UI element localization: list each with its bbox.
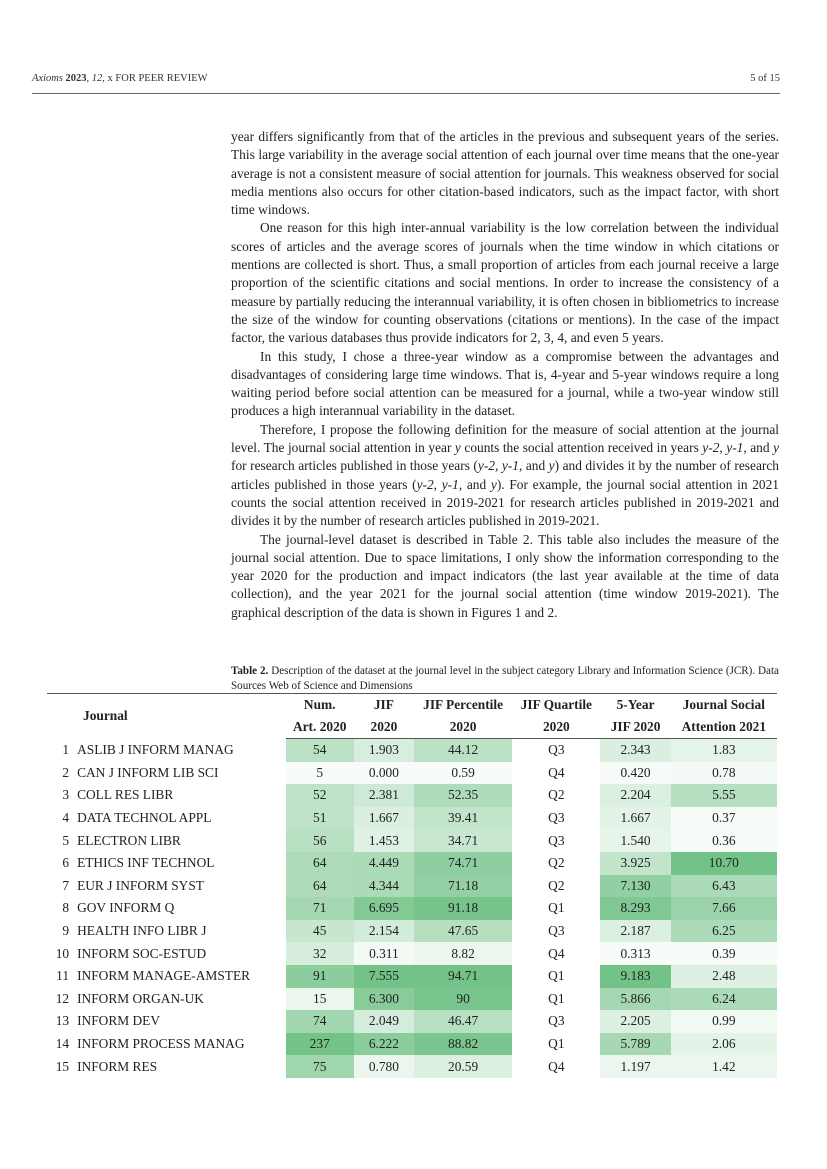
table-row bbox=[47, 852, 777, 875]
cell-jif5: 7.130 bbox=[600, 875, 670, 898]
table-row bbox=[47, 875, 777, 898]
cell-jif5: 8.293 bbox=[600, 897, 670, 920]
header-rule bbox=[32, 93, 780, 94]
col-header-jif-percentile: JIF Percentile bbox=[414, 694, 512, 717]
cell-social: 1.83 bbox=[671, 739, 777, 762]
col-header-5year-jif: 5-Year bbox=[600, 694, 670, 717]
cell-jif: 2.381 bbox=[354, 784, 414, 807]
cell-jif-q: Q3 bbox=[548, 1013, 565, 1029]
table-row bbox=[47, 965, 777, 988]
cell-jif-pct: 91.18 bbox=[414, 897, 512, 920]
cell-jif-pct: 44.12 bbox=[414, 739, 512, 762]
journal-year: 2023 bbox=[65, 73, 87, 84]
table-caption-label: Table 2. bbox=[231, 665, 269, 677]
cell-social: 6.43 bbox=[671, 875, 777, 898]
row-index: 12 bbox=[55, 990, 70, 1006]
cell-social: 6.25 bbox=[671, 920, 777, 943]
col-header-num-art: Num. bbox=[286, 694, 354, 717]
cell-jif-pct: 88.82 bbox=[414, 1033, 512, 1056]
table-row bbox=[47, 942, 777, 965]
paragraph: The journal-level dataset is described in Table 2. This table also includes the measure of the journal social attention. Due to space limitations, I only show the information corresponding to the year 2020 for the production and impact indicators (the last year available at the time of data collection), and the year 2021 for the journal social attention (time window 2019-2021). The graphical description of the data is shown in Figures 1 and 2. bbox=[231, 531, 779, 620]
cell-jif-q: Q1 bbox=[548, 1036, 565, 1052]
cell-jif5: 2.187 bbox=[600, 920, 670, 943]
cell-jif5: 1.540 bbox=[600, 829, 670, 852]
cell-social: 6.24 bbox=[671, 988, 777, 1011]
table-row bbox=[47, 1033, 777, 1056]
paragraph: In this study, I chose a three-year window as a compromise between the advantages and disadvantages of considering large time windows. That is, 4-year and 5-year windows require a long waiting period before social attention can be measured for a journal, while a two-year window still produces a high interannual variability in the dataset. bbox=[231, 348, 779, 419]
cell-jif-q: Q1 bbox=[548, 900, 565, 916]
cell-social: 5.55 bbox=[671, 784, 777, 807]
cell-jif-q: Q4 bbox=[548, 764, 565, 780]
running-header bbox=[32, 71, 780, 91]
row-index: 15 bbox=[55, 1058, 70, 1074]
cell-jif-pct: 47.65 bbox=[414, 920, 512, 943]
journal-table bbox=[47, 693, 777, 1078]
table-row bbox=[47, 762, 777, 785]
row-index: 4 bbox=[62, 810, 70, 826]
cell-jif-q: Q3 bbox=[548, 810, 565, 826]
cell-jif: 6.222 bbox=[354, 1033, 414, 1056]
col-subheader-jif-quartile: 2020 bbox=[512, 716, 600, 739]
journal-name-cell: GOV INFORM Q bbox=[77, 900, 175, 916]
page-number: 5 of 15 bbox=[750, 73, 780, 84]
cell-num-art: 5 bbox=[286, 762, 354, 785]
cell-jif-pct: 52.35 bbox=[414, 784, 512, 807]
cell-jif5: 5.789 bbox=[600, 1033, 670, 1056]
cell-num-art: 32 bbox=[286, 942, 354, 965]
journal-volume: 12 bbox=[91, 73, 103, 84]
journal-name-cell: INFORM DEV bbox=[77, 1013, 161, 1029]
paragraph: One reason for this high inter-annual variability is the low correlation between the individual scores of articles and the average scores of journals when the time window in which citations or mentions are collected is short. Thus, a small proportion of articles from each journal receive a large proportion of the scientific citations and social mentions. In order to increase the consistency of a measure by partially reducing the interannual variability, it is often chosen in bibliometrics to increase the size of the window for counting observations (citations or mentions). In the case of the impact factor, the various databases thus provide indicators for 2, 3, 4, and even 5 years. bbox=[231, 220, 779, 346]
table-row bbox=[47, 739, 777, 762]
journal-name-cell: CAN J INFORM LIB SCI bbox=[77, 764, 219, 780]
paragraph: Therefore, I propose the following definition for the measure of social attention at the journal level. The journal social attention in year y counts the social attention received in years y-2, y-1, and y for research articles published in those years (y-2, y-1, and y) and divides it by the number of research articles published in those years (y-2, y-1, and y). For example, the journal social attention in 2021 counts the social attention received in 2019-2021 for research articles published in 2019-2021 and divides it by the number of research articles published in 2019-2021. bbox=[231, 421, 780, 529]
row-index: 10 bbox=[55, 945, 70, 961]
cell-jif-pct: 46.47 bbox=[414, 1010, 512, 1033]
cell-jif: 0.311 bbox=[354, 942, 414, 965]
cell-jif-pct: 8.82 bbox=[414, 942, 512, 965]
col-header-jif: JIF bbox=[354, 694, 414, 717]
table-row bbox=[47, 784, 777, 807]
cell-num-art: 56 bbox=[286, 829, 354, 852]
cell-jif-q: Q1 bbox=[548, 990, 565, 1006]
journal-name-cell: EUR J INFORM SYST bbox=[77, 877, 204, 893]
cell-jif-pct: 20.59 bbox=[414, 1055, 512, 1078]
cell-num-art: 15 bbox=[286, 988, 354, 1011]
col-subheader-social-attention: Attention 2021 bbox=[671, 716, 777, 739]
cell-jif5: 3.925 bbox=[600, 852, 670, 875]
cell-social: 10.70 bbox=[671, 852, 777, 875]
col-subheader-5year-jif: JIF 2020 bbox=[600, 716, 670, 739]
cell-jif-q: Q2 bbox=[548, 877, 565, 893]
row-index: 8 bbox=[62, 900, 70, 916]
row-index: 6 bbox=[62, 855, 70, 871]
cell-jif: 4.344 bbox=[354, 875, 414, 898]
cell-jif: 6.695 bbox=[354, 897, 414, 920]
table-caption bbox=[231, 664, 779, 693]
table-row bbox=[47, 988, 777, 1011]
cell-jif: 1.453 bbox=[354, 829, 414, 852]
row-index: 11 bbox=[56, 968, 70, 984]
journal-name-cell: INFORM ORGAN-UK bbox=[77, 990, 204, 1006]
row-index: 5 bbox=[62, 832, 70, 848]
table-row bbox=[47, 1055, 777, 1078]
table-row bbox=[47, 897, 777, 920]
row-index: 7 bbox=[62, 877, 70, 893]
row-index: 3 bbox=[62, 787, 70, 803]
cell-jif5: 1.197 bbox=[600, 1055, 670, 1078]
cell-num-art: 52 bbox=[286, 784, 354, 807]
table-row bbox=[47, 1010, 777, 1033]
journal-name-cell: COLL RES LIBR bbox=[77, 787, 174, 803]
table-row bbox=[47, 920, 777, 943]
cell-num-art: 74 bbox=[286, 1010, 354, 1033]
col-header-social-attention: Journal Social bbox=[671, 694, 777, 717]
table-header-row bbox=[47, 694, 777, 717]
cell-jif5: 2.205 bbox=[600, 1010, 670, 1033]
cell-jif: 2.154 bbox=[354, 920, 414, 943]
cell-num-art: 51 bbox=[286, 807, 354, 830]
cell-jif5: 5.866 bbox=[600, 988, 670, 1011]
cell-jif-q: Q3 bbox=[548, 923, 565, 939]
col-subheader-jif: 2020 bbox=[354, 716, 414, 739]
cell-jif5: 9.183 bbox=[600, 965, 670, 988]
cell-jif: 4.449 bbox=[354, 852, 414, 875]
cell-social: 0.36 bbox=[671, 829, 777, 852]
cell-jif-q: Q4 bbox=[548, 1058, 565, 1074]
paragraph: year differs significantly from that of the articles in the previous and subsequent years of the series. This large variability in the average social attention of each journal over time means that the one-year average is not a consistent measure of social attention for journals. This weakness observed for social media mentions also occurs for other citation-based indicators, such as the impact factor, with short time windows. bbox=[231, 129, 779, 218]
journal-name-cell: INFORM MANAGE-AMSTER bbox=[77, 968, 251, 984]
table-body bbox=[47, 739, 777, 1078]
cell-jif-q: Q2 bbox=[548, 787, 565, 803]
table-row bbox=[47, 807, 777, 830]
cell-jif-q: Q4 bbox=[548, 945, 565, 961]
cell-jif5: 1.667 bbox=[600, 807, 670, 830]
cell-jif5: 2.204 bbox=[600, 784, 670, 807]
row-index: 14 bbox=[55, 1036, 70, 1052]
cell-jif: 0.780 bbox=[354, 1055, 414, 1078]
cell-social: 0.99 bbox=[671, 1010, 777, 1033]
header-citation: Axioms 2023, 12, x FOR PEER REVIEW bbox=[32, 73, 208, 84]
row-index: 9 bbox=[62, 923, 70, 939]
cell-num-art: 75 bbox=[286, 1055, 354, 1078]
col-subheader-num-art: Art. 2020 bbox=[286, 716, 354, 739]
cell-jif5: 2.343 bbox=[600, 739, 670, 762]
col-subheader-jif-percentile: 2020 bbox=[414, 716, 512, 739]
cell-jif-pct: 71.18 bbox=[414, 875, 512, 898]
cell-social: 0.78 bbox=[671, 762, 777, 785]
cell-social: 1.42 bbox=[671, 1055, 777, 1078]
table-caption-text: Description of the dataset at the journal level in the subject category Library and Information Science (JCR). Data Sources Web of Science and Dimensions bbox=[231, 665, 779, 692]
cell-jif-pct: 39.41 bbox=[414, 807, 512, 830]
cell-jif-pct: 0.59 bbox=[414, 762, 512, 785]
cell-num-art: 64 bbox=[286, 852, 354, 875]
cell-social: 2.48 bbox=[671, 965, 777, 988]
cell-jif: 1.903 bbox=[354, 739, 414, 762]
cell-num-art: 64 bbox=[286, 875, 354, 898]
cell-social: 7.66 bbox=[671, 897, 777, 920]
cell-num-art: 45 bbox=[286, 920, 354, 943]
body-text bbox=[231, 128, 779, 622]
row-index: 1 bbox=[62, 742, 70, 758]
cell-jif5: 0.313 bbox=[600, 942, 670, 965]
cell-num-art: 237 bbox=[286, 1033, 354, 1056]
journal-name-cell: DATA TECHNOL APPL bbox=[77, 810, 212, 826]
journal-name-cell: ETHICS INF TECHNOL bbox=[77, 855, 215, 871]
cell-jif-q: Q3 bbox=[548, 832, 565, 848]
cell-num-art: 54 bbox=[286, 739, 354, 762]
journal-name-cell: INFORM PROCESS MANAG bbox=[77, 1036, 245, 1052]
journal-name-cell: INFORM SOC-ESTUD bbox=[77, 945, 207, 961]
cell-jif-pct: 90 bbox=[414, 988, 512, 1011]
col-header-journal: Journal bbox=[47, 694, 286, 739]
cell-num-art: 71 bbox=[286, 897, 354, 920]
cell-jif-q: Q3 bbox=[548, 742, 565, 758]
journal-name: Axioms bbox=[32, 73, 63, 84]
cell-jif5: 0.420 bbox=[600, 762, 670, 785]
row-index: 2 bbox=[62, 764, 70, 780]
col-header-jif-quartile: JIF Quartile bbox=[512, 694, 600, 717]
journal-name-cell: INFORM RES bbox=[77, 1058, 158, 1074]
table-row bbox=[47, 829, 777, 852]
cell-jif-q: Q2 bbox=[548, 855, 565, 871]
cell-jif: 7.555 bbox=[354, 965, 414, 988]
journal-name-cell: ELECTRON LIBR bbox=[77, 832, 181, 848]
cell-jif-q: Q1 bbox=[548, 968, 565, 984]
row-index: 13 bbox=[55, 1013, 70, 1029]
cell-jif: 6.300 bbox=[354, 988, 414, 1011]
journal-name-cell: ASLIB J INFORM MANAG bbox=[77, 742, 234, 758]
cell-social: 0.37 bbox=[671, 807, 777, 830]
header-suffix: , x FOR PEER REVIEW bbox=[102, 73, 208, 84]
cell-jif: 1.667 bbox=[354, 807, 414, 830]
cell-jif-pct: 94.71 bbox=[414, 965, 512, 988]
cell-num-art: 91 bbox=[286, 965, 354, 988]
cell-jif: 0.000 bbox=[354, 762, 414, 785]
cell-jif: 2.049 bbox=[354, 1010, 414, 1033]
cell-jif-pct: 74.71 bbox=[414, 852, 512, 875]
journal-name-cell: HEALTH INFO LIBR J bbox=[77, 923, 207, 939]
cell-jif-pct: 34.71 bbox=[414, 829, 512, 852]
cell-social: 2.06 bbox=[671, 1033, 777, 1056]
cell-social: 0.39 bbox=[671, 942, 777, 965]
